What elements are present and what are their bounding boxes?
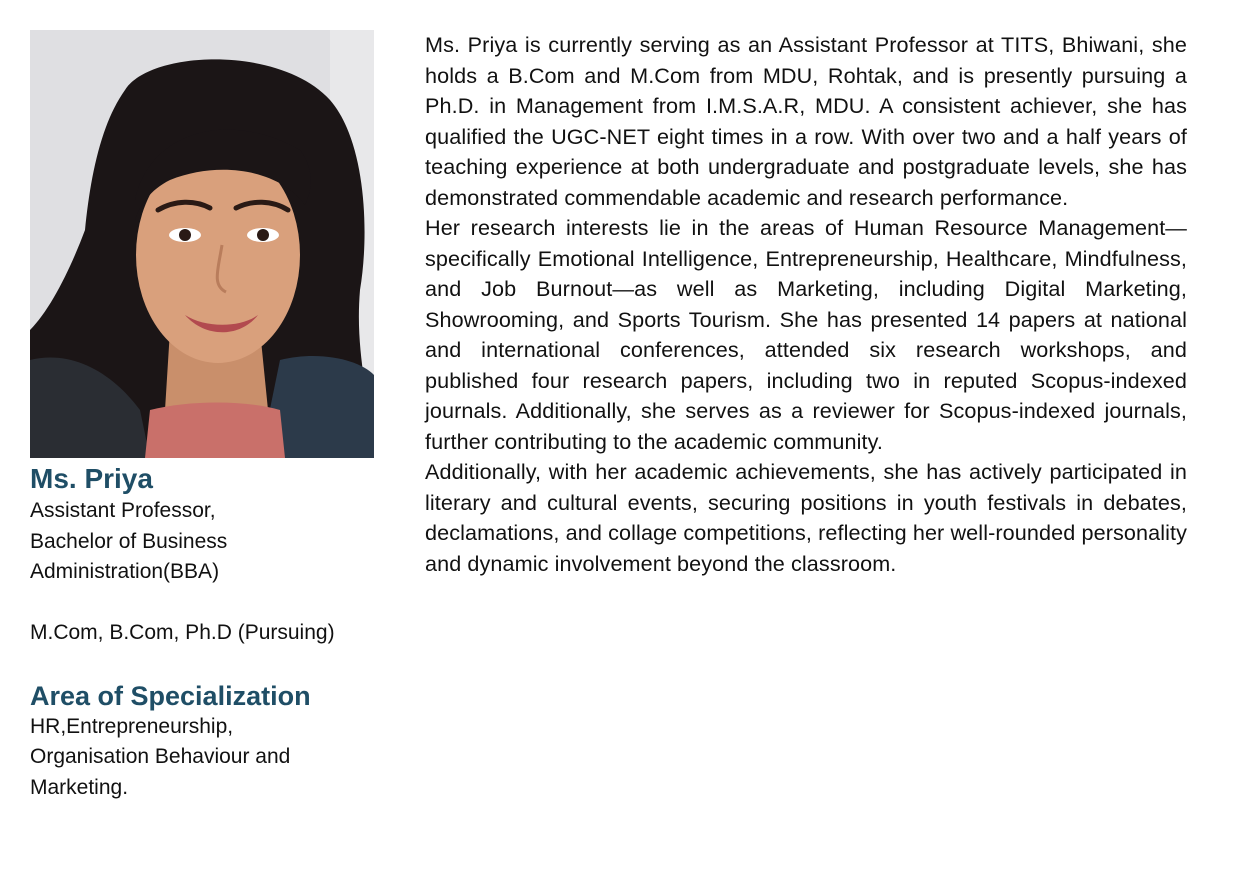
qualifications: M.Com, B.Com, Ph.D (Pursuing) [30, 620, 335, 644]
profile-name: Ms. Priya [30, 463, 153, 494]
spacer [30, 588, 390, 618]
profile-role [30, 496, 390, 588]
specialization-line: Organisation Behaviour and [30, 745, 291, 768]
profile-column [30, 30, 390, 803]
specialization-heading: Area of Specialization [30, 680, 311, 711]
specialization-line: HR,Entrepreneurship, [30, 714, 234, 738]
profile-photo [30, 30, 374, 458]
bio-paragraph: Additionally, with her academic achievements, she has actively participated in literary and cultural events, securing positions in youth festivals in debates, declamations, and collage competitions, reflecting her well-rounded personality and dynamic involvement beyond the classroom. [425, 459, 1187, 576]
specialization-line: Marketing. [30, 775, 129, 799]
role-line: Bachelor of Business [30, 529, 228, 553]
bio-paragraph: Her research interests lie in the areas of Human Resource Management—specifically Emotional Intelligence, Entrepreneurship, Healthcare, Mindfulness, and Job Burnout—as well as Marketing, including Digital Marketing, Showrooming, and Sports Tourism. She has presented 14 papers at national and international conferences, attended six research workshops, and published four research papers, including two in reputed Scopus-indexed journals. Additionally, she serves as a reviewer for Scopus-indexed journals, further contributing to the academic community. [425, 215, 1187, 454]
bio-paragraph: Ms. Priya is currently serving as an Assistant Professor at TITS, Bhiwani, she holds a B.Com and M.Com from MDU, Rohtak, and is presently pursuing a Ph.D. in Management from I.M.S.A.R, MDU. A consistent achiever, she has qualified the UGC-NET eight times in a row. With over two and a half years of teaching experience at both undergraduate and postgraduate levels, she has demonstrated commendable academic and research performance. [425, 32, 1187, 210]
bio-column [425, 30, 1187, 579]
role-line: Administration(BBA) [30, 560, 220, 583]
portrait-illustration [30, 30, 374, 458]
role-line: Assistant Professor, [30, 499, 216, 522]
specialization-list [30, 712, 390, 804]
